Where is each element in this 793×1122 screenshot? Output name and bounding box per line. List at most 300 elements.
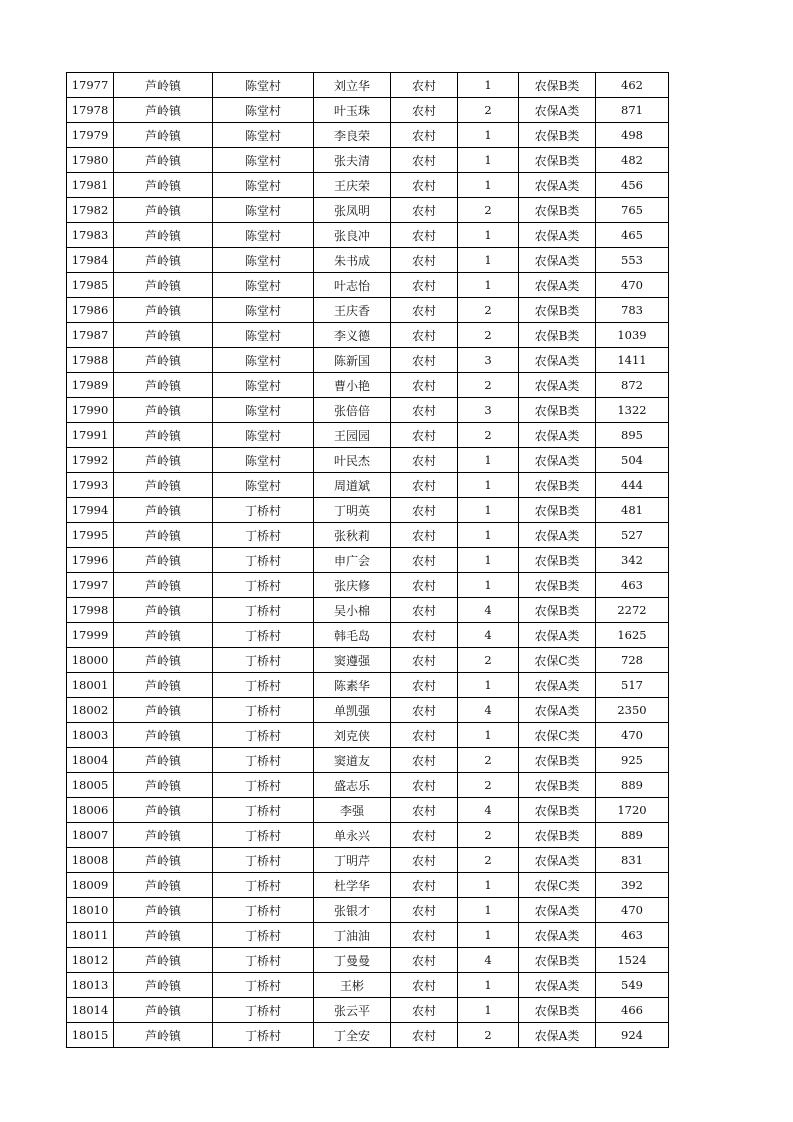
- cell-household-size: 1: [458, 898, 519, 923]
- cell-id: 18002: [67, 698, 114, 723]
- cell-name: 李良荣: [314, 123, 391, 148]
- cell-amount: 831: [596, 848, 669, 873]
- cell-name: 申广会: [314, 548, 391, 573]
- cell-amount: 482: [596, 148, 669, 173]
- cell-area: 农村: [391, 223, 458, 248]
- cell-id: 17979: [67, 123, 114, 148]
- cell-name: 丁油油: [314, 923, 391, 948]
- cell-name: 韩毛岛: [314, 623, 391, 648]
- cell-household-size: 1: [458, 173, 519, 198]
- cell-village: 丁桥村: [213, 823, 314, 848]
- cell-insurance-type: 农保A类: [519, 448, 596, 473]
- cell-town: 芦岭镇: [114, 498, 213, 523]
- cell-village: 丁桥村: [213, 998, 314, 1023]
- cell-village: 丁桥村: [213, 1023, 314, 1048]
- table-row: [67, 423, 669, 448]
- cell-village: 丁桥村: [213, 973, 314, 998]
- table-row: [67, 923, 669, 948]
- cell-name: 王庆香: [314, 298, 391, 323]
- cell-household-size: 2: [458, 323, 519, 348]
- cell-household-size: 1: [458, 473, 519, 498]
- cell-id: 18012: [67, 948, 114, 973]
- cell-area: 农村: [391, 173, 458, 198]
- cell-name: 张庆修: [314, 573, 391, 598]
- cell-name: 刘立华: [314, 73, 391, 98]
- cell-area: 农村: [391, 898, 458, 923]
- cell-town: 芦岭镇: [114, 598, 213, 623]
- cell-insurance-type: 农保A类: [519, 248, 596, 273]
- cell-name: 单永兴: [314, 823, 391, 848]
- cell-name: 丁明芹: [314, 848, 391, 873]
- cell-amount: 889: [596, 823, 669, 848]
- cell-household-size: 2: [458, 648, 519, 673]
- cell-household-size: 1: [458, 673, 519, 698]
- cell-amount: 444: [596, 473, 669, 498]
- cell-town: 芦岭镇: [114, 423, 213, 448]
- cell-village: 陈堂村: [213, 198, 314, 223]
- cell-name: 王庆荣: [314, 173, 391, 198]
- table-row: [67, 298, 669, 323]
- cell-household-size: 2: [458, 848, 519, 873]
- table-row: [67, 373, 669, 398]
- cell-village: 陈堂村: [213, 123, 314, 148]
- cell-id: 17983: [67, 223, 114, 248]
- cell-name: 张良冲: [314, 223, 391, 248]
- cell-town: 芦岭镇: [114, 1023, 213, 1048]
- cell-town: 芦岭镇: [114, 548, 213, 573]
- cell-amount: 2350: [596, 698, 669, 723]
- cell-village: 丁桥村: [213, 548, 314, 573]
- table-row: [67, 998, 669, 1023]
- cell-town: 芦岭镇: [114, 948, 213, 973]
- cell-id: 17994: [67, 498, 114, 523]
- cell-area: 农村: [391, 773, 458, 798]
- cell-amount: 463: [596, 573, 669, 598]
- table-row: [67, 273, 669, 298]
- cell-name: 张银才: [314, 898, 391, 923]
- cell-town: 芦岭镇: [114, 173, 213, 198]
- cell-id: 18005: [67, 773, 114, 798]
- cell-id: 17984: [67, 248, 114, 273]
- cell-area: 农村: [391, 948, 458, 973]
- cell-insurance-type: 农保A类: [519, 173, 596, 198]
- cell-village: 丁桥村: [213, 673, 314, 698]
- cell-id: 18003: [67, 723, 114, 748]
- cell-amount: 342: [596, 548, 669, 573]
- cell-name: 王园园: [314, 423, 391, 448]
- cell-id: 17995: [67, 523, 114, 548]
- table-row: [67, 123, 669, 148]
- cell-name: 张夫清: [314, 148, 391, 173]
- cell-name: 曹小艳: [314, 373, 391, 398]
- cell-name: 吴小棉: [314, 598, 391, 623]
- cell-village: 陈堂村: [213, 423, 314, 448]
- cell-id: 17992: [67, 448, 114, 473]
- cell-amount: 925: [596, 748, 669, 773]
- cell-name: 单凯强: [314, 698, 391, 723]
- cell-area: 农村: [391, 298, 458, 323]
- table-row: [67, 673, 669, 698]
- cell-id: 17989: [67, 373, 114, 398]
- cell-insurance-type: 农保A类: [519, 98, 596, 123]
- cell-village: 陈堂村: [213, 398, 314, 423]
- cell-household-size: 1: [458, 223, 519, 248]
- table-row: [67, 948, 669, 973]
- cell-village: 丁桥村: [213, 573, 314, 598]
- table-row: [67, 723, 669, 748]
- cell-insurance-type: 农保B类: [519, 573, 596, 598]
- cell-household-size: 3: [458, 398, 519, 423]
- cell-id: 17991: [67, 423, 114, 448]
- table-row: [67, 848, 669, 873]
- cell-id: 17980: [67, 148, 114, 173]
- cell-insurance-type: 农保A类: [519, 273, 596, 298]
- cell-village: 丁桥村: [213, 798, 314, 823]
- cell-area: 农村: [391, 148, 458, 173]
- cell-name: 丁全安: [314, 1023, 391, 1048]
- cell-id: 17996: [67, 548, 114, 573]
- cell-town: 芦岭镇: [114, 273, 213, 298]
- cell-village: 陈堂村: [213, 148, 314, 173]
- table-row: [67, 798, 669, 823]
- cell-household-size: 2: [458, 748, 519, 773]
- cell-household-size: 1: [458, 448, 519, 473]
- cell-name: 张秋莉: [314, 523, 391, 548]
- cell-amount: 527: [596, 523, 669, 548]
- cell-village: 陈堂村: [213, 98, 314, 123]
- cell-village: 陈堂村: [213, 373, 314, 398]
- cell-area: 农村: [391, 1023, 458, 1048]
- table-row: [67, 548, 669, 573]
- cell-insurance-type: 农保B类: [519, 298, 596, 323]
- cell-town: 芦岭镇: [114, 123, 213, 148]
- cell-insurance-type: 农保B类: [519, 398, 596, 423]
- cell-amount: 1039: [596, 323, 669, 348]
- cell-village: 丁桥村: [213, 923, 314, 948]
- cell-village: 陈堂村: [213, 73, 314, 98]
- cell-id: 17977: [67, 73, 114, 98]
- cell-household-size: 2: [458, 198, 519, 223]
- cell-name: 丁明英: [314, 498, 391, 523]
- cell-name: 叶志怡: [314, 273, 391, 298]
- cell-id: 17988: [67, 348, 114, 373]
- cell-insurance-type: 农保A类: [519, 223, 596, 248]
- cell-area: 农村: [391, 523, 458, 548]
- cell-amount: 463: [596, 923, 669, 948]
- cell-area: 农村: [391, 248, 458, 273]
- table-row: [67, 148, 669, 173]
- cell-id: 18008: [67, 848, 114, 873]
- cell-town: 芦岭镇: [114, 998, 213, 1023]
- cell-village: 丁桥村: [213, 723, 314, 748]
- cell-area: 农村: [391, 498, 458, 523]
- cell-amount: 1322: [596, 398, 669, 423]
- cell-area: 农村: [391, 323, 458, 348]
- table-row: [67, 398, 669, 423]
- cell-village: 丁桥村: [213, 873, 314, 898]
- cell-area: 农村: [391, 923, 458, 948]
- cell-area: 农村: [391, 398, 458, 423]
- cell-town: 芦岭镇: [114, 973, 213, 998]
- cell-name: 张倍倍: [314, 398, 391, 423]
- cell-id: 18000: [67, 648, 114, 673]
- cell-id: 17982: [67, 198, 114, 223]
- table-row: [67, 1023, 669, 1048]
- cell-insurance-type: 农保A类: [519, 423, 596, 448]
- cell-id: 18015: [67, 1023, 114, 1048]
- table-row: [67, 173, 669, 198]
- cell-amount: 783: [596, 298, 669, 323]
- cell-town: 芦岭镇: [114, 398, 213, 423]
- table-row: [67, 873, 669, 898]
- cell-area: 农村: [391, 623, 458, 648]
- cell-town: 芦岭镇: [114, 698, 213, 723]
- table-row: [67, 198, 669, 223]
- cell-amount: 1625: [596, 623, 669, 648]
- table-row: [67, 73, 669, 98]
- cell-area: 农村: [391, 748, 458, 773]
- cell-amount: 466: [596, 998, 669, 1023]
- cell-town: 芦岭镇: [114, 623, 213, 648]
- cell-id: 17997: [67, 573, 114, 598]
- cell-household-size: 1: [458, 923, 519, 948]
- table-body: [67, 73, 669, 1048]
- cell-insurance-type: 农保B类: [519, 473, 596, 498]
- cell-household-size: 4: [458, 598, 519, 623]
- cell-insurance-type: 农保A类: [519, 348, 596, 373]
- cell-town: 芦岭镇: [114, 673, 213, 698]
- cell-amount: 1411: [596, 348, 669, 373]
- cell-household-size: 4: [458, 798, 519, 823]
- table-row: [67, 348, 669, 373]
- cell-household-size: 1: [458, 573, 519, 598]
- cell-area: 农村: [391, 598, 458, 623]
- cell-household-size: 2: [458, 373, 519, 398]
- cell-household-size: 1: [458, 523, 519, 548]
- cell-amount: 498: [596, 123, 669, 148]
- cell-town: 芦岭镇: [114, 523, 213, 548]
- cell-household-size: 1: [458, 723, 519, 748]
- table-row: [67, 448, 669, 473]
- cell-amount: 872: [596, 373, 669, 398]
- cell-village: 丁桥村: [213, 773, 314, 798]
- cell-town: 芦岭镇: [114, 923, 213, 948]
- table-row: [67, 698, 669, 723]
- cell-area: 农村: [391, 873, 458, 898]
- cell-amount: 1524: [596, 948, 669, 973]
- cell-household-size: 1: [458, 998, 519, 1023]
- cell-amount: 553: [596, 248, 669, 273]
- cell-town: 芦岭镇: [114, 898, 213, 923]
- cell-insurance-type: 农保A类: [519, 673, 596, 698]
- table-row: [67, 748, 669, 773]
- cell-town: 芦岭镇: [114, 773, 213, 798]
- table-row: [67, 223, 669, 248]
- cell-area: 农村: [391, 848, 458, 873]
- cell-town: 芦岭镇: [114, 323, 213, 348]
- cell-town: 芦岭镇: [114, 823, 213, 848]
- cell-village: 陈堂村: [213, 323, 314, 348]
- cell-id: 17986: [67, 298, 114, 323]
- cell-id: 17985: [67, 273, 114, 298]
- cell-insurance-type: 农保C类: [519, 723, 596, 748]
- cell-amount: 895: [596, 423, 669, 448]
- cell-name: 叶民杰: [314, 448, 391, 473]
- cell-name: 李义德: [314, 323, 391, 348]
- table-row: [67, 248, 669, 273]
- cell-household-size: 1: [458, 498, 519, 523]
- cell-id: 18014: [67, 998, 114, 1023]
- cell-id: 18013: [67, 973, 114, 998]
- table-row: [67, 598, 669, 623]
- cell-household-size: 4: [458, 623, 519, 648]
- cell-insurance-type: 农保B类: [519, 148, 596, 173]
- cell-household-size: 2: [458, 298, 519, 323]
- cell-insurance-type: 农保A类: [519, 623, 596, 648]
- cell-amount: 871: [596, 98, 669, 123]
- cell-town: 芦岭镇: [114, 448, 213, 473]
- table-row: [67, 323, 669, 348]
- cell-area: 农村: [391, 273, 458, 298]
- cell-name: 丁曼曼: [314, 948, 391, 973]
- cell-amount: 470: [596, 898, 669, 923]
- table-row: [67, 523, 669, 548]
- cell-amount: 889: [596, 773, 669, 798]
- table-row: [67, 498, 669, 523]
- cell-household-size: 1: [458, 973, 519, 998]
- cell-id: 17981: [67, 173, 114, 198]
- cell-insurance-type: 农保B类: [519, 598, 596, 623]
- cell-town: 芦岭镇: [114, 348, 213, 373]
- cell-village: 丁桥村: [213, 698, 314, 723]
- cell-name: 叶玉珠: [314, 98, 391, 123]
- cell-amount: 504: [596, 448, 669, 473]
- cell-insurance-type: 农保B类: [519, 123, 596, 148]
- cell-village: 陈堂村: [213, 173, 314, 198]
- cell-insurance-type: 农保B类: [519, 823, 596, 848]
- cell-id: 17978: [67, 98, 114, 123]
- cell-area: 农村: [391, 423, 458, 448]
- cell-id: 18006: [67, 798, 114, 823]
- cell-household-size: 1: [458, 73, 519, 98]
- cell-name: 王彬: [314, 973, 391, 998]
- cell-name: 张云平: [314, 998, 391, 1023]
- table-row: [67, 573, 669, 598]
- cell-amount: 765: [596, 198, 669, 223]
- cell-town: 芦岭镇: [114, 198, 213, 223]
- cell-insurance-type: 农保A类: [519, 923, 596, 948]
- cell-town: 芦岭镇: [114, 73, 213, 98]
- cell-village: 丁桥村: [213, 598, 314, 623]
- table-row: [67, 898, 669, 923]
- cell-household-size: 1: [458, 123, 519, 148]
- cell-insurance-type: 农保A类: [519, 898, 596, 923]
- cell-id: 17990: [67, 398, 114, 423]
- cell-town: 芦岭镇: [114, 798, 213, 823]
- cell-amount: 924: [596, 1023, 669, 1048]
- cell-area: 农村: [391, 573, 458, 598]
- cell-village: 丁桥村: [213, 898, 314, 923]
- cell-household-size: 1: [458, 273, 519, 298]
- table-row: [67, 823, 669, 848]
- cell-insurance-type: 农保B类: [519, 498, 596, 523]
- table-row: [67, 623, 669, 648]
- cell-village: 丁桥村: [213, 648, 314, 673]
- cell-insurance-type: 农保B类: [519, 323, 596, 348]
- cell-town: 芦岭镇: [114, 148, 213, 173]
- cell-name: 朱书成: [314, 248, 391, 273]
- cell-town: 芦岭镇: [114, 648, 213, 673]
- cell-insurance-type: 农保A类: [519, 523, 596, 548]
- cell-insurance-type: 农保A类: [519, 848, 596, 873]
- cell-household-size: 1: [458, 248, 519, 273]
- cell-town: 芦岭镇: [114, 723, 213, 748]
- cell-household-size: 4: [458, 948, 519, 973]
- table-row: [67, 773, 669, 798]
- cell-id: 18009: [67, 873, 114, 898]
- cell-amount: 470: [596, 273, 669, 298]
- cell-household-size: 2: [458, 98, 519, 123]
- cell-area: 农村: [391, 373, 458, 398]
- cell-amount: 728: [596, 648, 669, 673]
- cell-village: 丁桥村: [213, 523, 314, 548]
- cell-household-size: 1: [458, 148, 519, 173]
- cell-amount: 549: [596, 973, 669, 998]
- cell-area: 农村: [391, 698, 458, 723]
- cell-insurance-type: 农保B类: [519, 998, 596, 1023]
- cell-id: 17987: [67, 323, 114, 348]
- cell-amount: 392: [596, 873, 669, 898]
- cell-area: 农村: [391, 673, 458, 698]
- cell-id: 18010: [67, 898, 114, 923]
- cell-town: 芦岭镇: [114, 248, 213, 273]
- cell-insurance-type: 农保B类: [519, 548, 596, 573]
- table-row: [67, 473, 669, 498]
- cell-insurance-type: 农保A类: [519, 1023, 596, 1048]
- cell-household-size: 4: [458, 698, 519, 723]
- table-row: [67, 648, 669, 673]
- cell-village: 陈堂村: [213, 273, 314, 298]
- cell-id: 17993: [67, 473, 114, 498]
- cell-name: 杜学华: [314, 873, 391, 898]
- cell-amount: 1720: [596, 798, 669, 823]
- cell-village: 陈堂村: [213, 298, 314, 323]
- cell-amount: 481: [596, 498, 669, 523]
- cell-village: 丁桥村: [213, 848, 314, 873]
- cell-area: 农村: [391, 123, 458, 148]
- cell-area: 农村: [391, 823, 458, 848]
- cell-id: 17998: [67, 598, 114, 623]
- cell-name: 陈素华: [314, 673, 391, 698]
- cell-insurance-type: 农保C类: [519, 648, 596, 673]
- cell-town: 芦岭镇: [114, 748, 213, 773]
- cell-village: 陈堂村: [213, 348, 314, 373]
- cell-id: 18001: [67, 673, 114, 698]
- cell-amount: 470: [596, 723, 669, 748]
- cell-area: 农村: [391, 198, 458, 223]
- cell-area: 农村: [391, 723, 458, 748]
- cell-name: 张凤明: [314, 198, 391, 223]
- cell-amount: 517: [596, 673, 669, 698]
- cell-insurance-type: 农保A类: [519, 698, 596, 723]
- cell-town: 芦岭镇: [114, 473, 213, 498]
- cell-town: 芦岭镇: [114, 98, 213, 123]
- cell-household-size: 2: [458, 773, 519, 798]
- cell-household-size: 1: [458, 548, 519, 573]
- cell-name: 周道斌: [314, 473, 391, 498]
- cell-town: 芦岭镇: [114, 848, 213, 873]
- cell-insurance-type: 农保B类: [519, 748, 596, 773]
